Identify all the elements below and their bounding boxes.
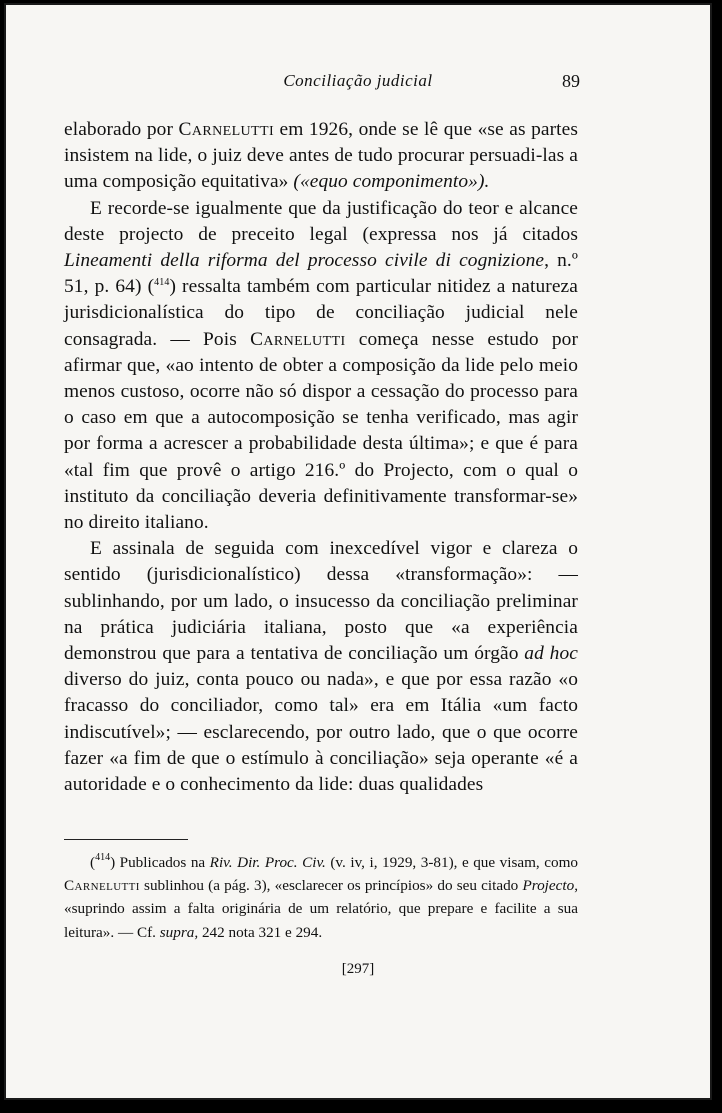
paragraph-2: E recorde-se igualmente que da justificação do teor e alcance deste projecto de preceito legal (expressa nos já citados Lineamenti della riforma del processo civile di cognizione, n.º 51, p. 64) ($^{414}$) ressalta também com particular nitidez a natureza jurisdicionalística do tipo de conciliação judicial nele consagrada. — Pois Carnelutti começa nesse estudo por afirmar que, «ao intento de obter a composição da lide pelo meio menos custoso, ocorre não só dispor a cessação do processo para o caso em que a autocomposição se tenha verificado, mas agir por forma a acrescer a probabilidade desta última»; e que é para «tal fim que provê o artigo 216.º do Projecto, com o qual o instituto da conciliação deveria definitivamente transformar-se» no direito italiano.: [64, 197, 579, 534]
paragraph-1: elaborado por Carnelutti em 1926, onde se lê que «se as partes insistem na lide, o juiz deve antes de tudo procurar persuadi-las a uma composição equitativa» («equo componimento»).: [64, 119, 578, 193]
footnote-ref: 414: [154, 277, 170, 289]
author-name: Carnelutti: [178, 119, 275, 140]
main-text: [64, 117, 578, 798]
cited-title: Lineamenti della riforma del processo civile di cognizione: [64, 250, 545, 272]
footnote: [64, 851, 578, 944]
footnote-414: ($^{414}$) Publicados na Riv. Dir. Proc. Civ. (v. iv, i, 1929, 3-81), e que visam, como Carnelutti sublinhou (a pág. 3), «esclarecer os princípios» do seu citado Projecto, «suprindo assim a falta originária de um relatório, que prepare e facilite a sua leitura». — Cf. supra, 242 nota 321 e 294.: [64, 852, 578, 941]
running-header: [6, 71, 710, 101]
footnote-rule: [64, 839, 188, 840]
folio-number: [297]: [341, 961, 375, 977]
journal-title: Riv. Dir. Proc. Civ.: [209, 854, 326, 871]
author-name: Carnelutti: [250, 328, 346, 350]
footnote-number: 414: [95, 852, 111, 863]
page-number: 89: [562, 71, 580, 91]
paragraph-3: E assinala de seguida com inexcedível vigor e clareza o sentido (jurisdicionalístico) dessa «transformação»: — sublinhando, por um lado, o insucesso da conciliação preliminar na prática judiciária italiana, posto que «a experiência demonstrou que para a tentativa de conciliação um órgão ad hoc diverso do juiz, conta pouco ou nada», e que por essa razão «o fracasso do conciliador, como tal» era em Itália «um facto indiscutível»; — esclarecendo, por outro lado, que o que ocorre fazer «a fim de que o estímulo à conciliação» seja operante «é a autoridade e o conhecimento da lide: duas qualidades: [64, 538, 578, 796]
book-page: [4, 3, 712, 1100]
running-title: Conciliação judicial: [283, 71, 433, 90]
